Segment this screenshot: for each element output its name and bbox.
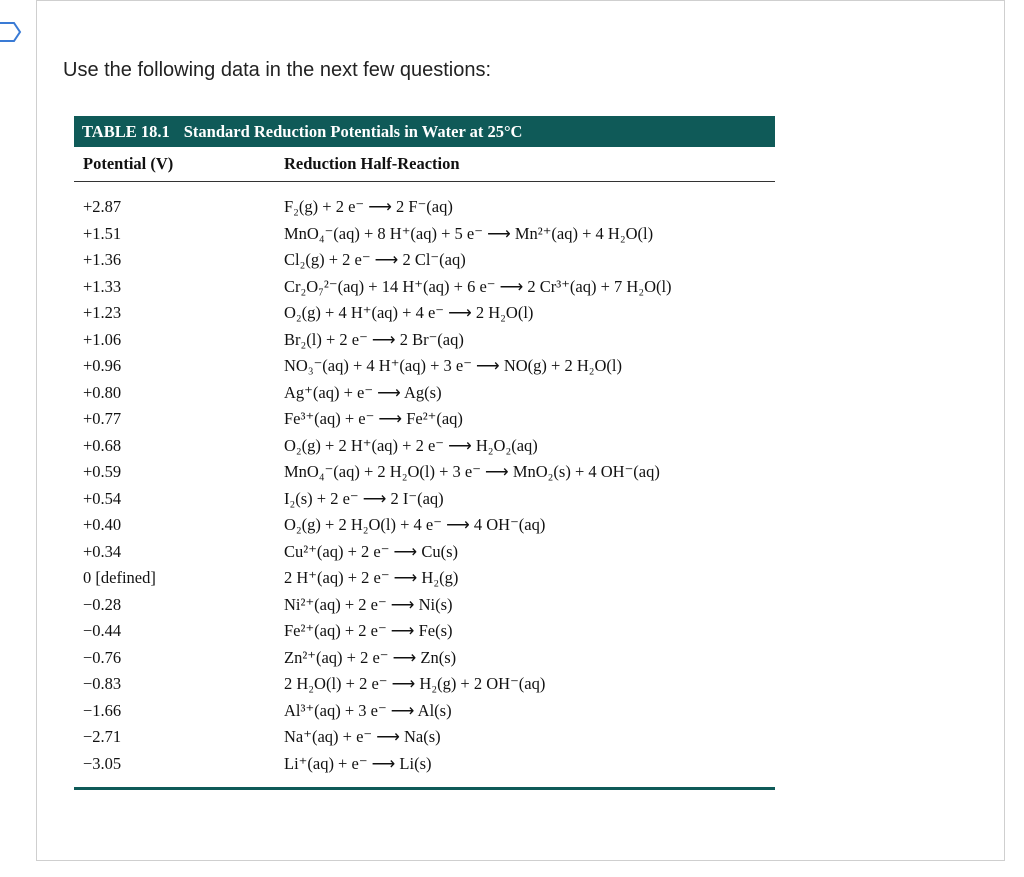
- table-row: [74, 380, 775, 407]
- potential-cell: −1.66: [83, 700, 122, 720]
- reaction-cell: Br₂(l) + 2 e⁻ ⟶ 2 Br⁻(aq): [284, 329, 464, 349]
- table-title: Standard Reduction Potentials in Water at 25°C: [183, 121, 523, 141]
- table-row: [74, 274, 775, 301]
- reduction-potentials-table: [74, 116, 775, 790]
- reaction-cell: MnO₄⁻(aq) + 2 H₂O(l) + 3 e⁻ ⟶ MnO₂(s) + 4 OH⁻(aq): [284, 462, 660, 482]
- column-header-reaction: Reduction Half-Reaction: [284, 154, 460, 173]
- table-row: [74, 406, 775, 433]
- reaction-cell: Ni²⁺(aq) + 2 e⁻ ⟶ Ni(s): [284, 594, 453, 614]
- potential-cell: +0.96: [83, 356, 122, 376]
- potential-cell: −2.71: [83, 727, 122, 747]
- reaction-cell: Ag⁺(aq) + e⁻ ⟶ Ag(s): [284, 382, 442, 402]
- potential-cell: −0.83: [83, 674, 122, 694]
- table-row: [74, 751, 775, 778]
- table-row: [74, 327, 775, 354]
- table-row: [74, 645, 775, 672]
- table-row: [74, 353, 775, 380]
- table-row: [74, 592, 775, 619]
- potential-cell: −0.76: [83, 647, 122, 667]
- table-row: [74, 300, 775, 327]
- table-row: [74, 724, 775, 751]
- potential-cell: +0.68: [83, 435, 122, 455]
- reaction-cell: O₂(g) + 2 H₂O(l) + 4 e⁻ ⟶ 4 OH⁻(aq): [284, 515, 546, 535]
- reaction-cell: 2 H₂O(l) + 2 e⁻ ⟶ H₂(g) + 2 OH⁻(aq): [284, 674, 546, 694]
- table-header-row: [74, 147, 775, 182]
- table-row: [74, 512, 775, 539]
- reaction-cell: Na⁺(aq) + e⁻ ⟶ Na(s): [284, 727, 441, 747]
- potential-cell: +0.80: [83, 382, 122, 402]
- table-row: [74, 618, 775, 645]
- reaction-cell: O₂(g) + 2 H⁺(aq) + 2 e⁻ ⟶ H₂O₂(aq): [284, 435, 538, 455]
- reaction-cell: O₂(g) + 4 H⁺(aq) + 4 e⁻ ⟶ 2 H₂O(l): [284, 303, 534, 323]
- potential-cell: −3.05: [83, 753, 122, 773]
- potential-cell: −0.28: [83, 594, 122, 614]
- table-row: [74, 221, 775, 248]
- potential-cell: +0.77: [83, 409, 122, 429]
- reaction-cell: Fe²⁺(aq) + 2 e⁻ ⟶ Fe(s): [284, 621, 453, 641]
- table-row: [74, 194, 775, 221]
- question-intro-text: Use the following data in the next few questions:: [63, 59, 492, 81]
- reaction-cell: Zn²⁺(aq) + 2 e⁻ ⟶ Zn(s): [284, 647, 457, 667]
- potential-cell: +0.34: [83, 541, 122, 561]
- potential-cell: 0 [defined]: [83, 568, 156, 588]
- table-row: [74, 247, 775, 274]
- table-row: [74, 459, 775, 486]
- table-title-bar: [74, 116, 775, 147]
- tag-icon[interactable]: [0, 22, 22, 42]
- reaction-cell: Cl₂(g) + 2 e⁻ ⟶ 2 Cl⁻(aq): [284, 250, 466, 270]
- reaction-cell: Al³⁺(aq) + 3 e⁻ ⟶ Al(s): [284, 700, 452, 720]
- table-row: [74, 486, 775, 513]
- potential-cell: +0.59: [83, 462, 122, 482]
- potential-cell: +1.33: [83, 276, 122, 296]
- reaction-cell: Li⁺(aq) + e⁻ ⟶ Li(s): [284, 753, 432, 773]
- table-row: [74, 539, 775, 566]
- potential-cell: +1.51: [83, 223, 122, 243]
- potential-cell: +1.36: [83, 250, 122, 270]
- potential-cell: +2.87: [83, 197, 122, 217]
- table-row: [74, 433, 775, 460]
- potential-cell: −0.44: [83, 621, 122, 641]
- potential-cell: +1.06: [83, 329, 122, 349]
- reaction-cell: Cr₂O₇²⁻(aq) + 14 H⁺(aq) + 6 e⁻ ⟶ 2 Cr³⁺(aq) + 7 H₂O(l): [284, 276, 672, 296]
- potential-cell: +0.54: [83, 488, 122, 508]
- table-number: TABLE 18.1: [82, 121, 170, 141]
- reaction-cell: Fe³⁺(aq) + e⁻ ⟶ Fe²⁺(aq): [284, 409, 463, 429]
- reaction-cell: I₂(s) + 2 e⁻ ⟶ 2 I⁻(aq): [284, 488, 444, 508]
- table-body: [74, 182, 775, 790]
- table-row: [74, 671, 775, 698]
- table-row: [74, 565, 775, 592]
- potential-cell: +0.40: [83, 515, 122, 535]
- reaction-cell: 2 H⁺(aq) + 2 e⁻ ⟶ H₂(g): [284, 568, 459, 588]
- potential-cell: +1.23: [83, 303, 122, 323]
- column-header-potential: Potential (V): [83, 154, 174, 173]
- reaction-cell: F₂(g) + 2 e⁻ ⟶ 2 F⁻(aq): [284, 197, 453, 217]
- reaction-cell: MnO₄⁻(aq) + 8 H⁺(aq) + 5 e⁻ ⟶ Mn²⁺(aq) + 4 H₂O(l): [284, 223, 654, 243]
- reaction-cell: NO₃⁻(aq) + 4 H⁺(aq) + 3 e⁻ ⟶ NO(g) + 2 H₂O(l): [284, 356, 623, 376]
- reaction-cell: Cu²⁺(aq) + 2 e⁻ ⟶ Cu(s): [284, 541, 459, 561]
- table-row: [74, 698, 775, 725]
